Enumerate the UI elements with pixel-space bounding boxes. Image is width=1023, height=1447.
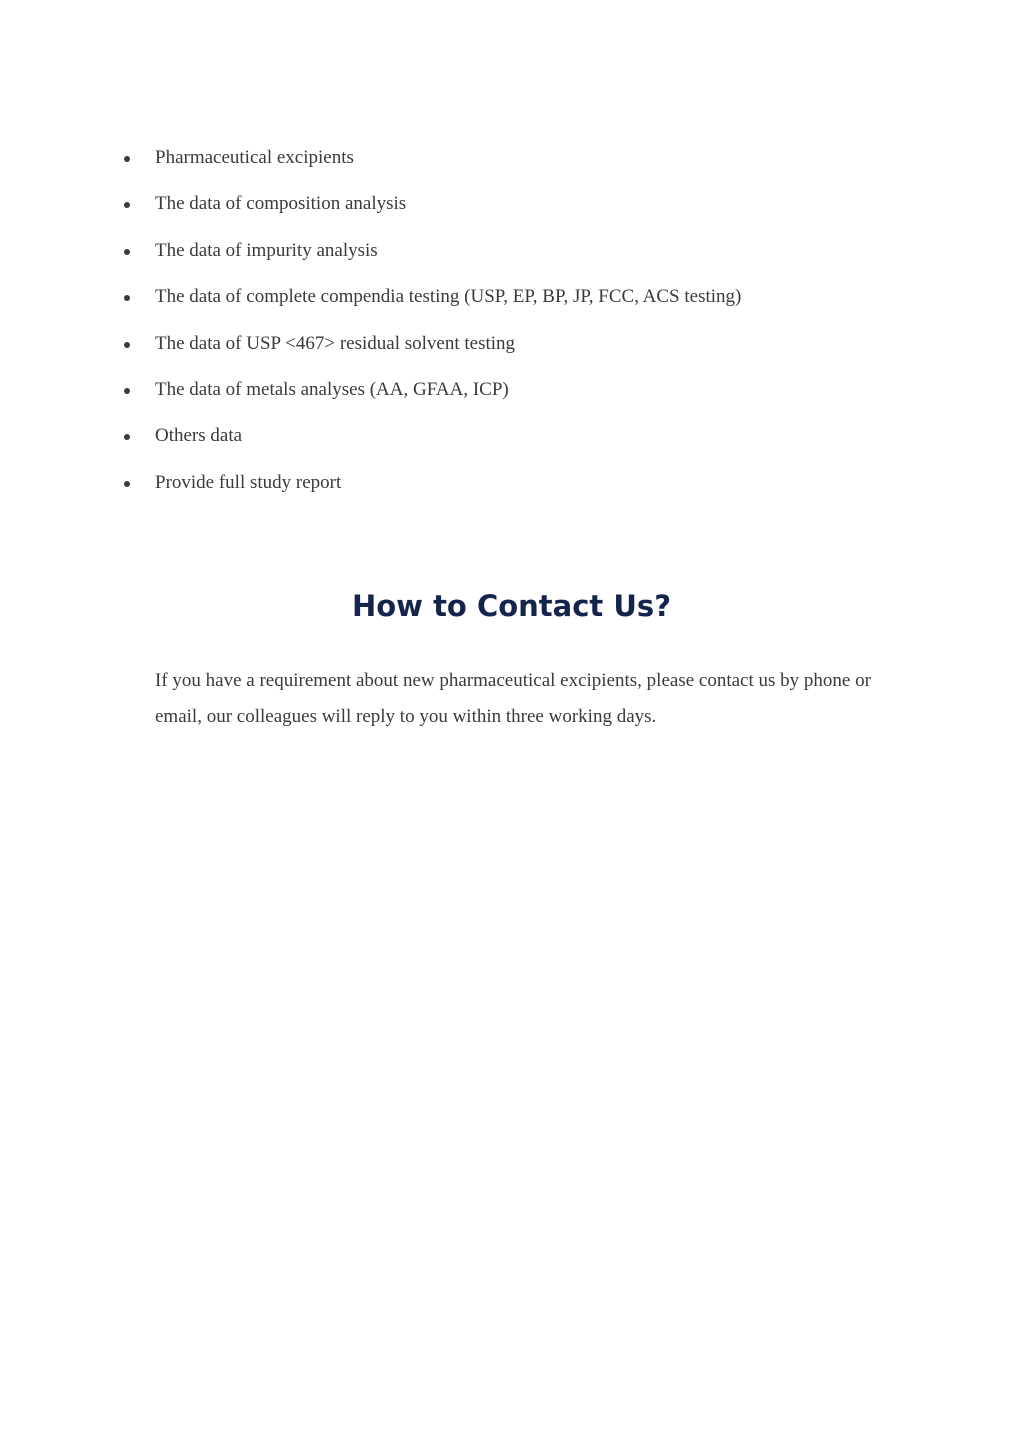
list-item — [0, 372, 1023, 418]
list-item — [0, 186, 1023, 232]
list-item — [0, 418, 1023, 464]
list-item-text: The data of composition analysis — [155, 193, 407, 215]
bullet-icon — [124, 434, 130, 440]
list-item — [0, 326, 1023, 372]
bullet-icon — [124, 249, 130, 255]
bullet-icon — [124, 202, 130, 208]
services-list — [0, 140, 1023, 511]
list-item — [0, 140, 1023, 186]
bullet-icon — [124, 342, 130, 348]
contact-heading: How to Contact Us? — [351, 589, 672, 623]
bullet-icon — [124, 295, 130, 301]
bullet-icon — [124, 156, 130, 162]
list-item-text: The data of impurity analysis — [155, 239, 378, 261]
list-item-text: The data of complete compendia testing (USP, EP, BP, JP, FCC, ACS testing) — [155, 286, 742, 308]
bullet-icon — [124, 481, 130, 487]
list-item — [0, 279, 1023, 325]
list-item-text: Others data — [155, 425, 243, 447]
list-item — [0, 233, 1023, 279]
list-item-text: Provide full study report — [155, 471, 342, 493]
list-item-text: The data of metals analyses (AA, GFAA, ICP) — [155, 378, 509, 400]
list-item-text: The data of USP <467> residual solvent testing — [155, 332, 516, 354]
bullet-icon — [124, 388, 130, 394]
contact-paragraph: If you have a requirement about new pharmaceutical excipients, please contact us by phone or email, our colleagues will reply to you within three working days. — [155, 670, 871, 727]
list-item-text: Pharmaceutical excipients — [155, 147, 354, 168]
list-item — [0, 465, 1023, 511]
